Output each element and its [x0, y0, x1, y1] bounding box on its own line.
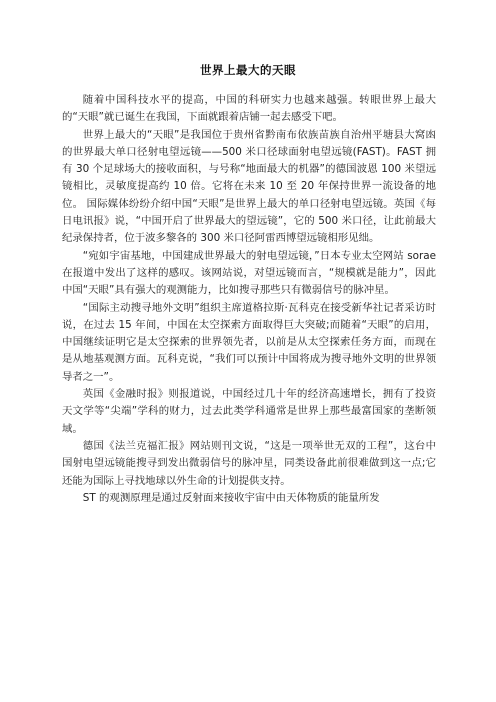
- paragraph: 世界上最大的“天眼”是我国位于贵州省黔南布依族苗族自治州平塘县大窝凼的世界最大单口径射电望远镜——500 米口径球面射电望远镜(FAST)。FAST 拥有 30 个足球场大的接收面积，与号称“地面最大的机器”的德国波恩 100 米望远镜相比，灵敏度提高约 10 倍。它将在未来 10 至 20 年保持世界一流设备的地位。 国际媒体纷纷介绍中国“天眼”是世界上最大的单口径射电望远镜。英国《每日电讯报》说，“中国开启了世界最大的望远镜”，它的 500 米口径，让此前最大纪录保持者，位于波多黎各的 300 米口径阿雷西博望远镜相形见绌。: [62, 128, 436, 245]
- paragraph: 德国《法兰克福汇报》网站则刊文说，“这是一项举世无双的工程”，这台中国射电望远镜能搜寻到发出微弱信号的脉冲星，同类设备此前很难做到这一点;它还能为国际上寻找地球以外生命的计划提供支持。: [62, 439, 436, 487]
- paragraph: ST 的观测原理是通过反射面来接收宇宙中由天体物质的能量所发: [82, 491, 380, 504]
- paragraph: “宛如宇宙基地，中国建成世界最大的射电望远镜，”日本专业太空网站 sorae 在报道中发出了这样的感叹。该网站说，对望远镜而言，“规模就是能力”，因此中国“天眼”具有强大的观测能力，比如搜寻那些只有微弱信号的脉冲星。: [62, 249, 436, 297]
- document-body: [62, 92, 436, 507]
- paragraph: 随着中国科技水平的提高，中国的科研实力也越来越强。转眼世界上最大的“天眼”就已诞生在我国，下面就跟着店铺一起去感受下吧。: [62, 94, 436, 124]
- paragraph: “国际主动搜寻地外文明”组织主席道格拉斯·瓦科克在接受新华社记者采访时说，在过去 15 年间，中国在太空探索方面取得巨大突破;而随着“天眼”的启用，中国继续证明它是太空探索的世界领先者，以前是从太空探索任务方面，而现在是从地基观测方面。瓦科克说，“我们可以预计中国将成为搜寻地外文明的世界领导者之一”。: [62, 301, 436, 383]
- paragraph: 英国《金融时报》则报道说，中国经过几十年的经济高速增长，拥有了投资天文学等“尖端”学科的财力，过去此类学科通常是世界上那些最富国家的垄断领域。: [62, 388, 436, 435]
- document-title: 世界上最大的天眼: [200, 63, 296, 77]
